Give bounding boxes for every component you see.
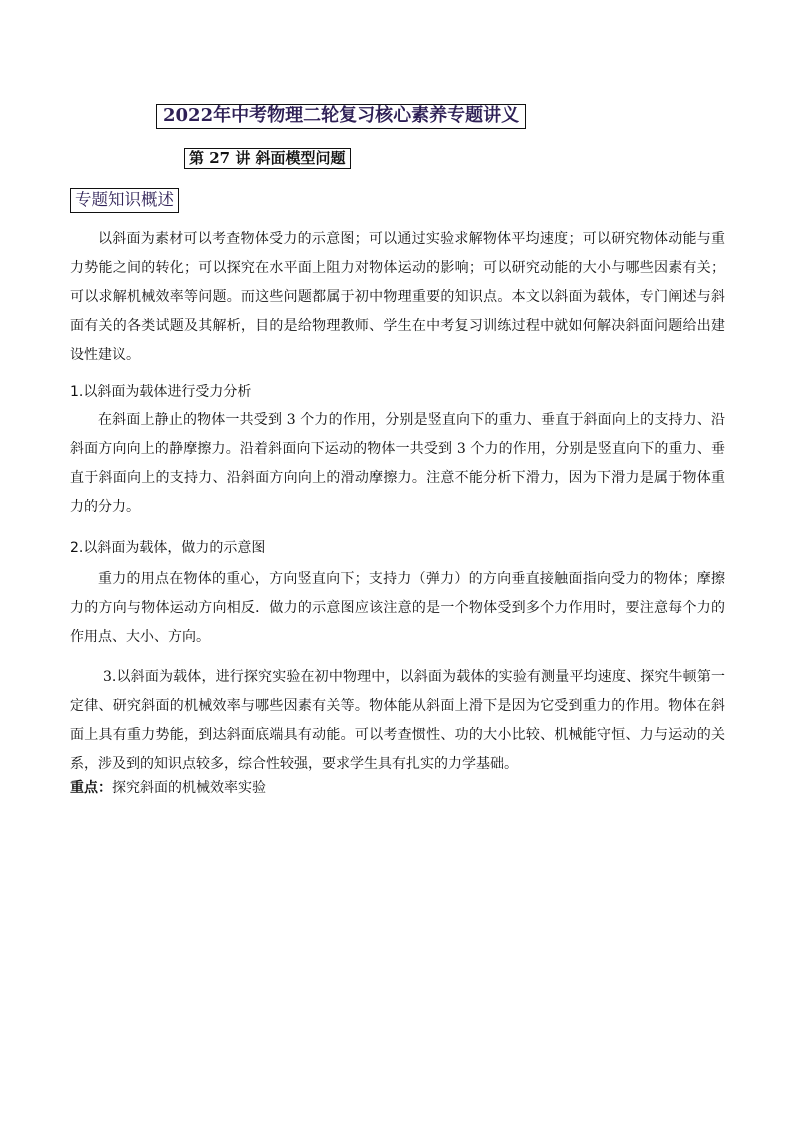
item2-paragraph: 重力的用点在物体的重心，方向竖直向下；支持力（弹力）的方向垂直接触面指向受力的物体；摩擦力的方向与物体运动方向相反．做力的示意图应该注意的是一个物体受到多个力作用时，要注意每个力的作用点、大小、方向。 bbox=[70, 571, 725, 645]
item2-heading: 2.以斜面为载体，做力的示意图 bbox=[70, 540, 266, 556]
key-point-text: 探究斜面的机械效率实验 bbox=[112, 780, 266, 796]
key-point-label: 重点： bbox=[70, 780, 112, 796]
section-heading: 专题知识概述 bbox=[70, 188, 179, 213]
document-title: 2022年中考物理二轮复习核心素养专题讲义 bbox=[156, 104, 526, 129]
item1-paragraph: 在斜面上静止的物体一共受到 3 个力的作用，分别是竖直向下的重力、垂直于斜面向上的支持力、沿斜面方向向上的静摩擦力。沿着斜面向下运动的物体一共受到 3 个力的作用，分别是竖直向下的重力、垂直于斜面向上的支持力、沿斜面方向向上的滑动摩擦力。注意不能分析下滑力，因为下滑力是属于物体重力的分力。 bbox=[70, 412, 725, 515]
intro-paragraph: 以斜面为素材可以考查物体受力的示意图；可以通过实验求解物体平均速度；可以研究物体动能与重力势能之间的转化；可以探究在水平面上阻力对物体运动的影响；可以研究动能的大小与哪些因素有关；可以求解机械效率等问题。而这些问题都属于初中物理重要的知识点。本文以斜面为载体，专门阐述与斜面有关的各类试题及其解析，目的是给物理教师、学生在中考复习训练过程中就如何解决斜面问题给出建设性建议。 bbox=[70, 231, 725, 363]
item1-heading: 1.以斜面为载体进行受力分析 bbox=[70, 384, 252, 400]
lecture-subtitle: 第 27 讲 斜面模型问题 bbox=[184, 148, 351, 169]
item3-paragraph: 3.以斜面为载体，进行探究实验在初中物理中，以斜面为载体的实验有测量平均速度、探究牛顿第一定律、研究斜面的机械效率与哪些因素有关等。物体能从斜面上滑下是因为它受到重力的作用。物体在斜面上具有重力势能，到达斜面底端具有动能。可以考查惯性、功的大小比较、机械能守恒、力与运动的关系，涉及到的知识点较多，综合性较强，要求学生具有扎实的力学基础。 bbox=[70, 669, 725, 772]
key-point bbox=[70, 778, 266, 798]
